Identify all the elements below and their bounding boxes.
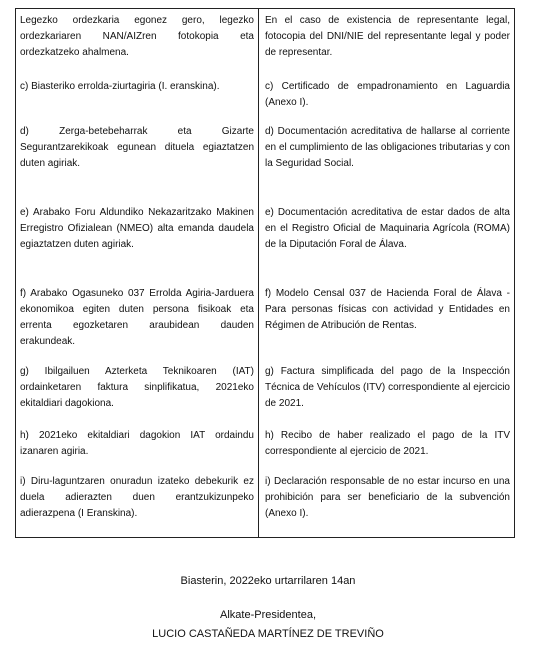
row-i-eu: i) Diru-laguntzaren onuradun izateko debekurik ez duela adierazten duen erantzukizunpeko adierazpena (I Eranskina). (20, 476, 254, 519)
column-divider (258, 8, 259, 538)
row-g-eu: g) Ibilgailuen Azterketa Teknikoaren (IAT) ordainketaren faktura sinplifikatua, 2021eko ekitaldiari dagokiona. (20, 366, 254, 409)
row-e-es: e) Documentación acreditativa de estar dados de alta en el Registro Oficial de Maquinaria Agrícola (ROMA) de la Diputación Foral de Álava. (265, 207, 510, 250)
row-h-eu: h) 2021eko ekitaldiari dagokion IAT ordaindu izanaren agiria. (20, 430, 254, 457)
row-f-es: f) Modelo Censal 037 de Hacienda Foral de Álava - Para personas físicas con actividad y Entidades en Régimen de Atribución de Rentas. (265, 288, 510, 331)
row-c-eu: c) Biasteriko errolda-ziurtagiria (I. eranskina). (20, 81, 220, 92)
signatory-role: Alkate-Presidentea, (220, 609, 316, 621)
row-legal-rep-es: En el caso de existencia de representante legal, fotocopia del DNI/NIE del representante legal y poder de representar. (265, 15, 510, 58)
row-e-eu: e) Arabako Foru Aldundiko Nekazaritzako Makinen Erregistro Ofizialean (NMEO) alta emanda daudela egiaztatzen duten agiriak. (20, 207, 254, 250)
row-f-eu: f) Arabako Ogasuneko 037 Errolda Agiria-Jarduera ekonomikoa egiten duten persona fisikoak eta errenta egozketaren araubidean dauden erakundeak. (20, 288, 254, 347)
row-i-es: i) Declaración responsable de no estar incurso en una prohibición para ser beneficiario de la subvención (Anexo I). (265, 476, 510, 519)
place-date: Biasterin, 2022eko urtarrilaren 14an (180, 575, 356, 587)
row-h-es: h) Recibo de haber realizado el pago de la ITV correspondiente al ejercicio de 2021. (265, 430, 510, 457)
row-legal-rep-eu: Legezko ordezkaria egonez gero, legezko ordezkariaren NAN/AIZren fotokopia eta ordezkatzeko ahalmena. (20, 15, 254, 58)
row-d-eu: d) Zerga-betebeharrak eta Gizarte Segurantzarekikoak egunean dituela egiaztatzen duten agiriak. (20, 126, 254, 169)
row-g-es: g) Factura simplificada del pago de la Inspección Técnica de Vehículos (ITV) correspondiente al ejercicio de 2021. (265, 366, 510, 409)
row-d-es: d) Documentación acreditativa de hallarse al corriente en el cumplimiento de las obligaciones tributarias y con la Seguridad Social. (265, 126, 510, 169)
row-c-es: c) Certificado de empadronamiento en Laguardia (Anexo I). (265, 81, 510, 108)
signatory-name: LUCIO CASTAÑEDA MARTÍNEZ DE TREVIÑO (152, 628, 384, 640)
